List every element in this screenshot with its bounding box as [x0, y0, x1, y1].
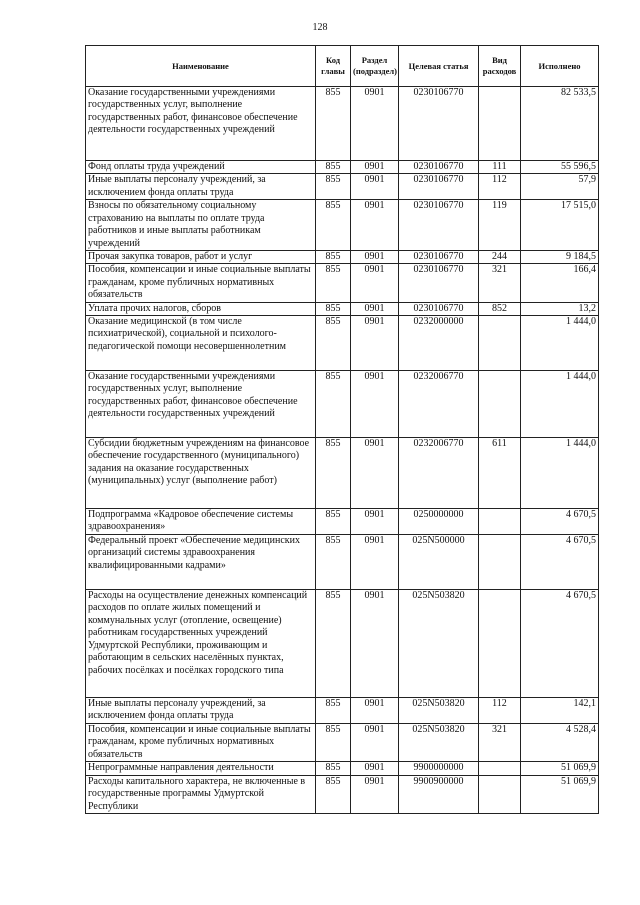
- table-row: [86, 87, 599, 161]
- row-name: Оказание медицинской (в том числе психиатрической), социальной и психолого-педагогической помощи несовершеннолетним: [86, 316, 316, 371]
- row-chapter: 855: [316, 762, 351, 775]
- row-type: [479, 590, 521, 698]
- row-target: 0230106770: [399, 264, 479, 302]
- row-name: Подпрограмма «Кадровое обеспечение системы здравоохранения»: [86, 509, 316, 535]
- row-type: [479, 371, 521, 438]
- table-row: [86, 775, 599, 813]
- row-type: 112: [479, 698, 521, 724]
- table-row: [86, 200, 599, 251]
- row-chapter: 855: [316, 251, 351, 264]
- row-chapter: 855: [316, 316, 351, 371]
- row-section: 0901: [351, 438, 399, 509]
- row-type: 111: [479, 161, 521, 174]
- row-chapter: 855: [316, 775, 351, 813]
- row-target: 0232006770: [399, 438, 479, 509]
- row-target: 0230106770: [399, 174, 479, 200]
- row-section: 0901: [351, 590, 399, 698]
- row-target: 0232000000: [399, 316, 479, 371]
- row-target: 0230106770: [399, 87, 479, 161]
- row-section: 0901: [351, 724, 399, 762]
- row-section: 0901: [351, 174, 399, 200]
- header-section: Раздел (подраздел): [351, 46, 399, 87]
- row-name: Иные выплаты персоналу учреждений, за исключением фонда оплаты труда: [86, 174, 316, 200]
- row-name: Пособия, компенсации и иные социальные выплаты гражданам, кроме публичных нормативных обязательств: [86, 724, 316, 762]
- row-target: 025N503820: [399, 590, 479, 698]
- row-name: Субсидии бюджетным учреждениям на финансовое обеспечение государственного (муниципального) задания на оказание государственных (муниципальных) услуг (выполнение работ): [86, 438, 316, 509]
- table-row: [86, 251, 599, 264]
- row-target: 0230106770: [399, 161, 479, 174]
- row-amount: 4 670,5: [521, 509, 599, 535]
- row-chapter: 855: [316, 87, 351, 161]
- table-row: [86, 302, 599, 315]
- row-amount: 51 069,9: [521, 775, 599, 813]
- row-chapter: 855: [316, 371, 351, 438]
- table-row: [86, 724, 599, 762]
- row-section: 0901: [351, 535, 399, 590]
- row-chapter: 855: [316, 724, 351, 762]
- table-row: [86, 535, 599, 590]
- header-target: Целевая статья: [399, 46, 479, 87]
- row-target: 025N503820: [399, 698, 479, 724]
- table-header-row: [86, 46, 599, 87]
- row-target: 0250000000: [399, 509, 479, 535]
- page-number: 128: [312, 22, 328, 33]
- row-amount: 1 444,0: [521, 371, 599, 438]
- table-row: [86, 174, 599, 200]
- row-name: Пособия, компенсации и иные социальные выплаты гражданам, кроме публичных нормативных обязательств: [86, 264, 316, 302]
- row-type: 244: [479, 251, 521, 264]
- row-section: 0901: [351, 316, 399, 371]
- row-chapter: 855: [316, 509, 351, 535]
- row-section: 0901: [351, 264, 399, 302]
- table-row: [86, 590, 599, 698]
- row-type: [479, 762, 521, 775]
- row-section: 0901: [351, 698, 399, 724]
- row-name: Федеральный проект «Обеспечение медицинских организаций системы здравоохранения квалифицированными кадрами»: [86, 535, 316, 590]
- row-name: Фонд оплаты труда учреждений: [86, 161, 316, 174]
- row-target: 0230106770: [399, 251, 479, 264]
- row-section: 0901: [351, 87, 399, 161]
- row-section: 0901: [351, 251, 399, 264]
- header-amount: Исполнено: [521, 46, 599, 87]
- header-type: Вид расходов: [479, 46, 521, 87]
- table-row: [86, 438, 599, 509]
- row-name: Расходы капитального характера, не включенные в государственные программы Удмуртской Республики: [86, 775, 316, 813]
- row-target: 9900900000: [399, 775, 479, 813]
- row-amount: 17 515,0: [521, 200, 599, 251]
- row-section: 0901: [351, 371, 399, 438]
- row-chapter: 855: [316, 698, 351, 724]
- row-amount: 4 670,5: [521, 535, 599, 590]
- row-amount: 4 670,5: [521, 590, 599, 698]
- row-target: 025N500000: [399, 535, 479, 590]
- row-type: [479, 775, 521, 813]
- row-chapter: 855: [316, 161, 351, 174]
- row-name: Взносы по обязательному социальному страхованию на выплаты по оплате труда работников и иные выплаты работникам учреждений: [86, 200, 316, 251]
- row-type: [479, 316, 521, 371]
- table-row: [86, 762, 599, 775]
- row-target: 0232006770: [399, 371, 479, 438]
- row-amount: 166,4: [521, 264, 599, 302]
- table-row: [86, 509, 599, 535]
- row-name: Иные выплаты персоналу учреждений, за исключением фонда оплаты труда: [86, 698, 316, 724]
- row-amount: 9 184,5: [521, 251, 599, 264]
- row-amount: 142,1: [521, 698, 599, 724]
- row-chapter: 855: [316, 264, 351, 302]
- row-section: 0901: [351, 775, 399, 813]
- row-section: 0901: [351, 161, 399, 174]
- row-name: Оказание государственными учреждениями государственных услуг, выполнение государственных работ, финансовое обеспечение деятельности государственных учреждений: [86, 87, 316, 161]
- row-chapter: 855: [316, 438, 351, 509]
- row-type: 321: [479, 724, 521, 762]
- row-chapter: 855: [316, 590, 351, 698]
- row-amount: 4 528,4: [521, 724, 599, 762]
- row-section: 0901: [351, 302, 399, 315]
- row-amount: 1 444,0: [521, 438, 599, 509]
- row-section: 0901: [351, 762, 399, 775]
- budget-table: [85, 45, 599, 814]
- row-name: Расходы на осуществление денежных компенсаций расходов по оплате жилых помещений и коммунальных услуг (отопление, освещение) работникам государственных учреждений Удмуртской Республики, проживающим и работающим в сельских населённых пунктах, рабочих посёлках и посёлках городского типа: [86, 590, 316, 698]
- row-chapter: 855: [316, 302, 351, 315]
- row-name: Оказание государственными учреждениями государственных услуг, выполнение государственных работ, финансовое обеспечение деятельности государственных учреждений: [86, 371, 316, 438]
- row-amount: 55 596,5: [521, 161, 599, 174]
- table-row: [86, 161, 599, 174]
- row-type: [479, 509, 521, 535]
- row-amount: 57,9: [521, 174, 599, 200]
- row-name: Непрограммные направления деятельности: [86, 762, 316, 775]
- row-type: 852: [479, 302, 521, 315]
- row-type: 321: [479, 264, 521, 302]
- header-chapter: Код главы: [316, 46, 351, 87]
- row-chapter: 855: [316, 174, 351, 200]
- row-chapter: 855: [316, 535, 351, 590]
- row-target: 025N503820: [399, 724, 479, 762]
- row-amount: 51 069,9: [521, 762, 599, 775]
- row-type: 112: [479, 174, 521, 200]
- row-section: 0901: [351, 509, 399, 535]
- row-target: 0230106770: [399, 302, 479, 315]
- table-row: [86, 698, 599, 724]
- table-row: [86, 264, 599, 302]
- row-section: 0901: [351, 200, 399, 251]
- row-type: [479, 535, 521, 590]
- row-type: [479, 87, 521, 161]
- row-amount: 1 444,0: [521, 316, 599, 371]
- table-row: [86, 371, 599, 438]
- row-name: Прочая закупка товаров, работ и услуг: [86, 251, 316, 264]
- row-amount: 82 533,5: [521, 87, 599, 161]
- row-chapter: 855: [316, 200, 351, 251]
- table-row: [86, 316, 599, 371]
- row-amount: 13,2: [521, 302, 599, 315]
- row-type: 611: [479, 438, 521, 509]
- row-name: Уплата прочих налогов, сборов: [86, 302, 316, 315]
- row-type: 119: [479, 200, 521, 251]
- row-target: 9900000000: [399, 762, 479, 775]
- row-target: 0230106770: [399, 200, 479, 251]
- header-name: Наименование: [86, 46, 316, 87]
